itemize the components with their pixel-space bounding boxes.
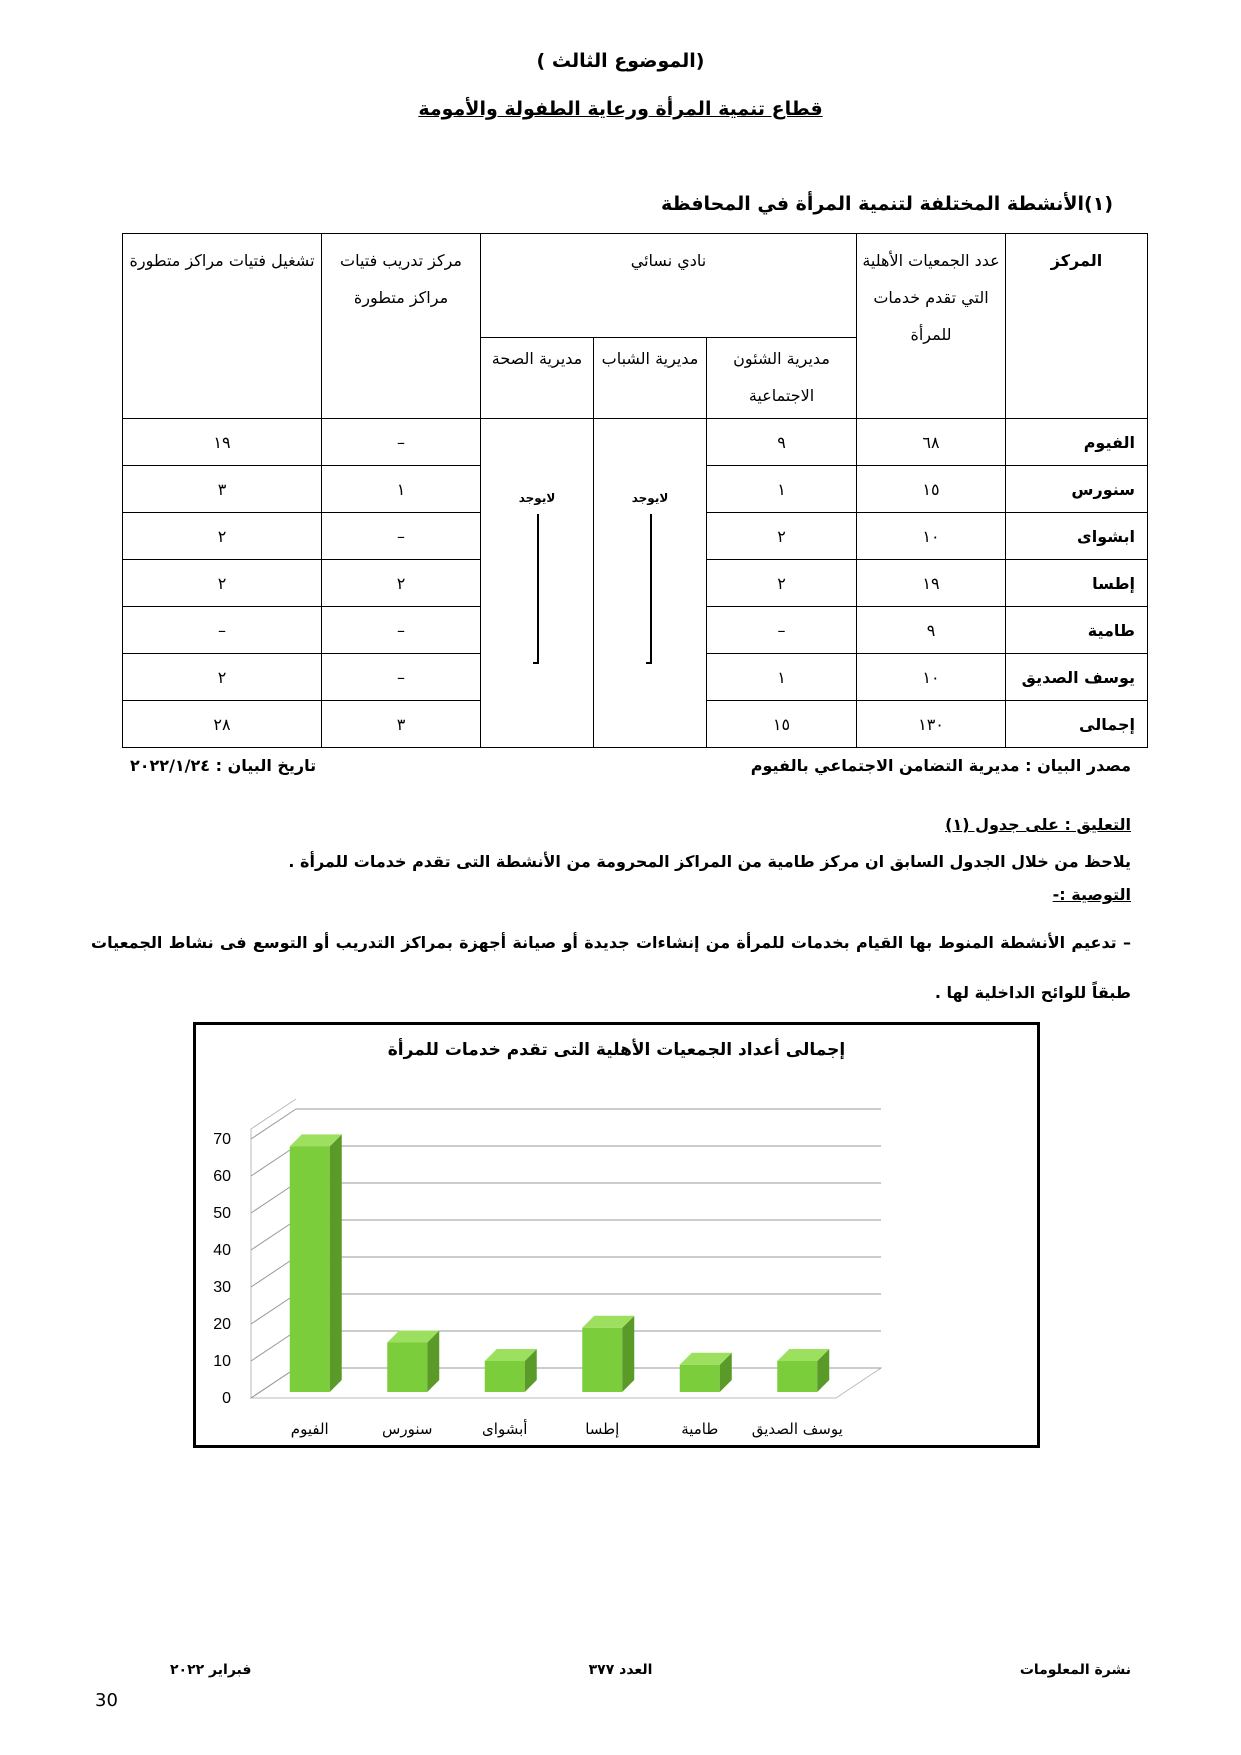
y-tick-label: 10	[213, 1353, 231, 1370]
y-tick-label: 70	[213, 1131, 231, 1148]
gridline-depth	[251, 1331, 296, 1361]
header-health: مديرية الصحة	[481, 338, 594, 419]
footer-date: فبراير ٢٠٢٢	[170, 1662, 252, 1678]
table-title: (١)الأنشطة المختلفة لتنمية المرأة في المحافظة	[661, 193, 1113, 215]
row-training: –	[322, 654, 481, 701]
bar-side	[330, 1134, 342, 1392]
row-training: ٣	[322, 701, 481, 748]
row-training: ٢	[322, 560, 481, 607]
recommendation-title: التوصية :-	[1052, 885, 1131, 904]
row-training: ١	[322, 466, 481, 513]
row-employment: ٢	[123, 560, 322, 607]
chart-title: إجمالى أعداد الجمعيات الأهلية التى تقدم خدمات للمرأة	[387, 1040, 846, 1060]
gridline-depth	[251, 1146, 296, 1176]
row-employment: ٢٨	[123, 701, 322, 748]
header-training: مركز تدريب فتيات مراكز متطورة	[322, 234, 481, 419]
row-training: –	[322, 419, 481, 466]
bar	[582, 1328, 622, 1392]
bar-side	[622, 1316, 634, 1392]
page-number: 30	[95, 1690, 118, 1711]
row-training: –	[322, 607, 481, 654]
row-center: طامية	[1006, 607, 1148, 654]
row-employment: ٢	[123, 654, 322, 701]
row-social: ١	[707, 654, 857, 701]
row-associations: ٦٨	[857, 419, 1006, 466]
bar-chart	[196, 1025, 1037, 1445]
header-youth: مديرية الشباب	[594, 338, 707, 419]
header-employment: تشغيل فتيات مراكز متطورة	[123, 234, 322, 419]
header-associations: عدد الجمعيات الأهلية التي تقدم خدمات للمرأة	[857, 234, 1006, 419]
row-center: إطسا	[1006, 560, 1148, 607]
y-tick-label: 20	[213, 1316, 231, 1333]
bar	[485, 1361, 525, 1392]
row-associations: ١٠	[857, 654, 1006, 701]
row-employment: –	[123, 607, 322, 654]
row-center: ابشواى	[1006, 513, 1148, 560]
row-associations: ١٩	[857, 560, 1006, 607]
data-source: مصدر البيان : مديرية التضامن الاجتماعي بالفيوم	[750, 756, 1131, 775]
row-associations: ١٣٠	[857, 701, 1006, 748]
row-center: سنورس	[1006, 466, 1148, 513]
row-social: ١	[707, 466, 857, 513]
header-center: المركز	[1006, 234, 1148, 419]
row-associations: ٩	[857, 607, 1006, 654]
row-employment: ١٩	[123, 419, 322, 466]
row-social: ٢	[707, 513, 857, 560]
x-category-label: أبشواى	[482, 1420, 528, 1438]
y-tick-label: 60	[213, 1168, 231, 1185]
gridline-depth	[251, 1368, 296, 1398]
y-tick-label: 0	[222, 1390, 231, 1407]
gridline-depth	[251, 1220, 296, 1250]
y-tick-label: 40	[213, 1242, 231, 1259]
recommendation-text: – تدعيم الأنشطة المنوط بها القيام بخدمات للمرأة من إنشاءات جديدة أو صيانة أجهزة بمراكز التدريب أو التوسع فى نشاط الجمعيات طبقاً للوائح الداخلية لها .	[91, 933, 1131, 1002]
row-associations: ١٥	[857, 466, 1006, 513]
health-merged-cell	[481, 419, 594, 748]
section-topic: ( الموضوع الثالث)	[536, 50, 705, 72]
x-category-label: يوسف الصديق	[751, 1420, 843, 1438]
header-social-affairs: مديرية الشئون الاجتماعية	[707, 338, 857, 419]
bar	[680, 1365, 720, 1392]
y-tick-label: 30	[213, 1279, 231, 1296]
x-category-label: سنورس	[382, 1420, 433, 1438]
row-social: ٢	[707, 560, 857, 607]
gridline-depth	[251, 1257, 296, 1287]
gridline-depth	[251, 1183, 296, 1213]
row-center: الفيوم	[1006, 419, 1148, 466]
chart-left-wall	[251, 1099, 296, 1398]
x-category-label: الفيوم	[290, 1420, 329, 1438]
y-tick-label: 50	[213, 1205, 231, 1222]
health-bracket	[537, 514, 539, 664]
row-social: –	[707, 607, 857, 654]
footer-issue: العدد ٣٧٧	[588, 1662, 653, 1678]
comment-title: التعليق : على جدول (١)	[945, 815, 1131, 834]
row-social: ١٥	[707, 701, 857, 748]
row-training: –	[322, 513, 481, 560]
youth-bracket	[650, 514, 652, 664]
row-center: إجمالى	[1006, 701, 1148, 748]
youth-none-note: لايوجد	[631, 491, 669, 505]
gridline-depth	[251, 1294, 296, 1324]
footer-publication: نشرة المعلومات	[1019, 1662, 1131, 1678]
health-none-note: لايوجد	[518, 491, 556, 505]
table-row	[123, 419, 1148, 466]
youth-merged-cell	[594, 419, 707, 748]
bar	[387, 1343, 427, 1393]
row-employment: ٢	[123, 513, 322, 560]
comment-text: يلاحظ من خلال الجدول السابق ان مركز طامية من المراكز المحرومة من الأنشطة التى تقدم خدمات للمرأة .	[288, 852, 1131, 871]
row-center: يوسف الصديق	[1006, 654, 1148, 701]
row-employment: ٣	[123, 466, 322, 513]
activities-table	[122, 233, 1148, 748]
row-associations: ١٠	[857, 513, 1006, 560]
bar	[777, 1361, 817, 1392]
bar	[290, 1146, 330, 1392]
header-womens-club: نادي نسائي	[481, 234, 857, 338]
x-category-label: إطسا	[585, 1420, 620, 1438]
x-category-label: طامية	[681, 1420, 719, 1438]
row-social: ٩	[707, 419, 857, 466]
sector-title: قطاع تنمية المرأة ورعاية الطفولة والأمومة	[418, 98, 823, 120]
data-date: تاريخ البيان : ٢٠٢٢/١/٢٤	[130, 756, 317, 775]
